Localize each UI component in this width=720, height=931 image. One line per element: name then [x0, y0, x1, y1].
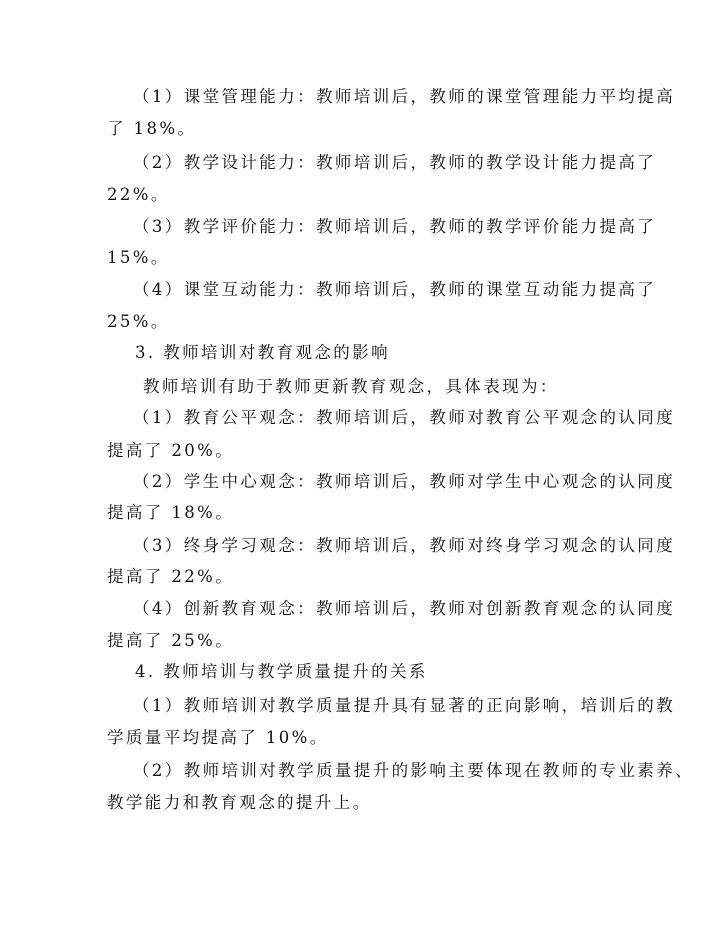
- list-item-line: （4）课堂互动能力：教师培训后，教师的课堂互动能力提高了: [133, 280, 657, 299]
- section-heading: 3. 教师培训对教育观念的影响: [135, 343, 390, 362]
- list-item-line: （2）学生中心观念：教师培训后，教师对学生中心观念的认同度: [133, 472, 676, 491]
- list-item-line: 学质量平均提高了 10%。: [107, 728, 329, 747]
- list-item-line: （2）教师培训对教学质量提升的影响主要体现在教师的专业素养、: [133, 761, 694, 780]
- list-item-line: （1）教育公平观念：教师培训后，教师对教育公平观念的认同度: [133, 408, 676, 427]
- list-item-line: （2）教学设计能力：教师培训后，教师的教学设计能力提高了: [133, 153, 657, 172]
- list-item-line: （4）创新教育观念：教师培训后，教师对创新教育观念的认同度: [133, 599, 676, 618]
- list-item-line: 22%。: [107, 185, 170, 204]
- list-item-line: 提高了 18%。: [107, 503, 235, 522]
- list-item-line: 提高了 22%。: [107, 567, 235, 586]
- list-item-line: （1）教师培训对教学质量提升具有显著的正向影响，培训后的教: [133, 696, 676, 715]
- list-item-line: （3）终身学习观念：教师培训后，教师对终身学习观念的认同度: [133, 536, 676, 555]
- list-item-line: （1）课堂管理能力：教师培训后，教师的课堂管理能力平均提高: [133, 87, 676, 106]
- list-item-line: 教学能力和教育观念的提升上。: [107, 793, 372, 812]
- list-item-line: 15%。: [107, 248, 170, 267]
- list-item-line: 25%。: [107, 312, 170, 331]
- section-heading: 4. 教师培训与教学质量提升的关系: [135, 662, 428, 681]
- list-item-line: （3）教学评价能力：教师培训后，教师的教学评价能力提高了: [133, 217, 657, 236]
- list-item-line: 了 18%。: [107, 119, 197, 138]
- list-item-line: 提高了 20%。: [107, 441, 235, 460]
- list-item-line: 提高了 25%。: [107, 631, 235, 650]
- paragraph: 教师培训有助于教师更新教育观念，具体表现为：: [143, 377, 559, 396]
